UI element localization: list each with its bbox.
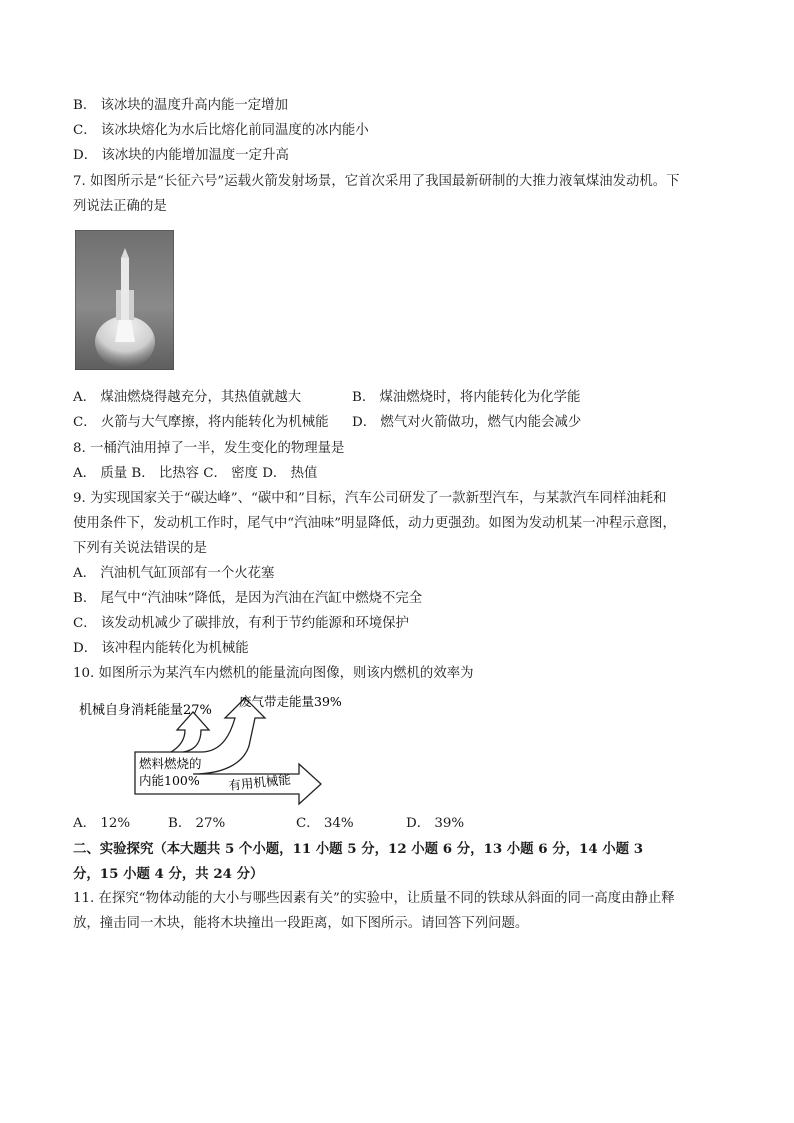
- section2-title-line2: 分，15 小题 4 分，共 24 分）: [73, 866, 264, 882]
- q9-option-b: B． 尾气中“汽油味”降低，是因为汽油在汽缸中燃烧不完全: [73, 591, 423, 606]
- q9-option-a: A． 汽油机气缸顶部有一个火花塞: [73, 566, 275, 581]
- q9-stem-line1: 9. 为实现国家关于“碳达峰”、“碳中和”目标，汽车公司研发了一款新型汽车，与某款汽车同样油耗和: [73, 491, 667, 506]
- q6-option-d: D． 该冰块的内能增加温度一定升高: [73, 148, 289, 163]
- energy-flow-diagram: [73, 690, 373, 808]
- q11-stem-line1: 11. 在探究“物体动能的大小与哪些因素有关”的实验中，让质量不同的铁球从斜面的同一高度由静止释: [73, 891, 675, 906]
- q9-option-c: C． 该发动机减少了碳排放，有利于节约能源和环境保护: [73, 616, 409, 631]
- q10-option-c: C． 34%: [296, 816, 354, 831]
- q8-options: A． 质量 B． 比热容 C． 密度 D． 热值: [73, 466, 318, 481]
- label-useful-energy: 有用机械能: [227, 771, 292, 793]
- section2-title-line1: 二、实验探究（本大题共 5 个小题，11 小题 5 分，12 小题 6 分，13 小题 6 分，14 小题 3: [73, 841, 644, 857]
- q9-stem-line2: 使用条件下，发动机工作时，尾气中“汽油味”明显降低，动力更强劲。如图为发动机某一冲程示意图，: [73, 516, 676, 531]
- q6-option-c: C． 该冰块熔化为水后比熔化前同温度的冰内能小: [73, 123, 369, 138]
- q9-stem-line3: 下列有关说法错误的是: [73, 541, 207, 556]
- mechanical-loss-arrow: [171, 712, 209, 752]
- q11-stem-line2: 放，撞击同一木块，能将木块撞出一段距离，如下图所示。请回答下列问题。: [73, 916, 529, 931]
- q7-stem-line2: 列说法正确的是: [73, 199, 167, 214]
- label-mechanical-loss: 机械自身消耗能量27%: [79, 703, 212, 718]
- q7-option-b: B． 煤油燃烧时，将内能转化为化学能: [352, 390, 581, 405]
- q10-option-d: D． 39%: [406, 816, 465, 831]
- q7-option-a: A． 煤油燃烧得越充分，其热值就越大: [73, 390, 302, 405]
- q10-option-a: A． 12%: [73, 816, 131, 831]
- q6-option-b: B． 该冰块的温度升高内能一定增加: [73, 98, 288, 113]
- q7-option-d: D． 燃气对火箭做功，燃气内能会减少: [352, 415, 582, 430]
- q7-stem-line1: 7. 如图所示是“长征六号”运载火箭发射场景，它首次采用了我国最新研制的大推力液氧煤油发动机。下: [73, 174, 680, 189]
- label-fuel-energy-2: 内能100%: [139, 773, 200, 788]
- q9-option-d: D． 该冲程内能转化为机械能: [73, 641, 249, 656]
- label-fuel-energy-1: 燃料燃烧的: [139, 756, 202, 771]
- rocket-launch-photo: [75, 230, 174, 370]
- q7-option-c: C． 火箭与大气摩擦，将内能转化为机械能: [73, 415, 329, 430]
- q10-stem: 10. 如图所示为某汽车内燃机的能量流向图像，则该内燃机的效率为: [73, 666, 474, 681]
- q8-stem: 8. 一桶汽油用掉了一半，发生变化的物理量是: [73, 441, 345, 456]
- q10-option-b: B． 27%: [168, 816, 226, 831]
- label-exhaust-energy: 废气带走能量39%: [239, 694, 342, 709]
